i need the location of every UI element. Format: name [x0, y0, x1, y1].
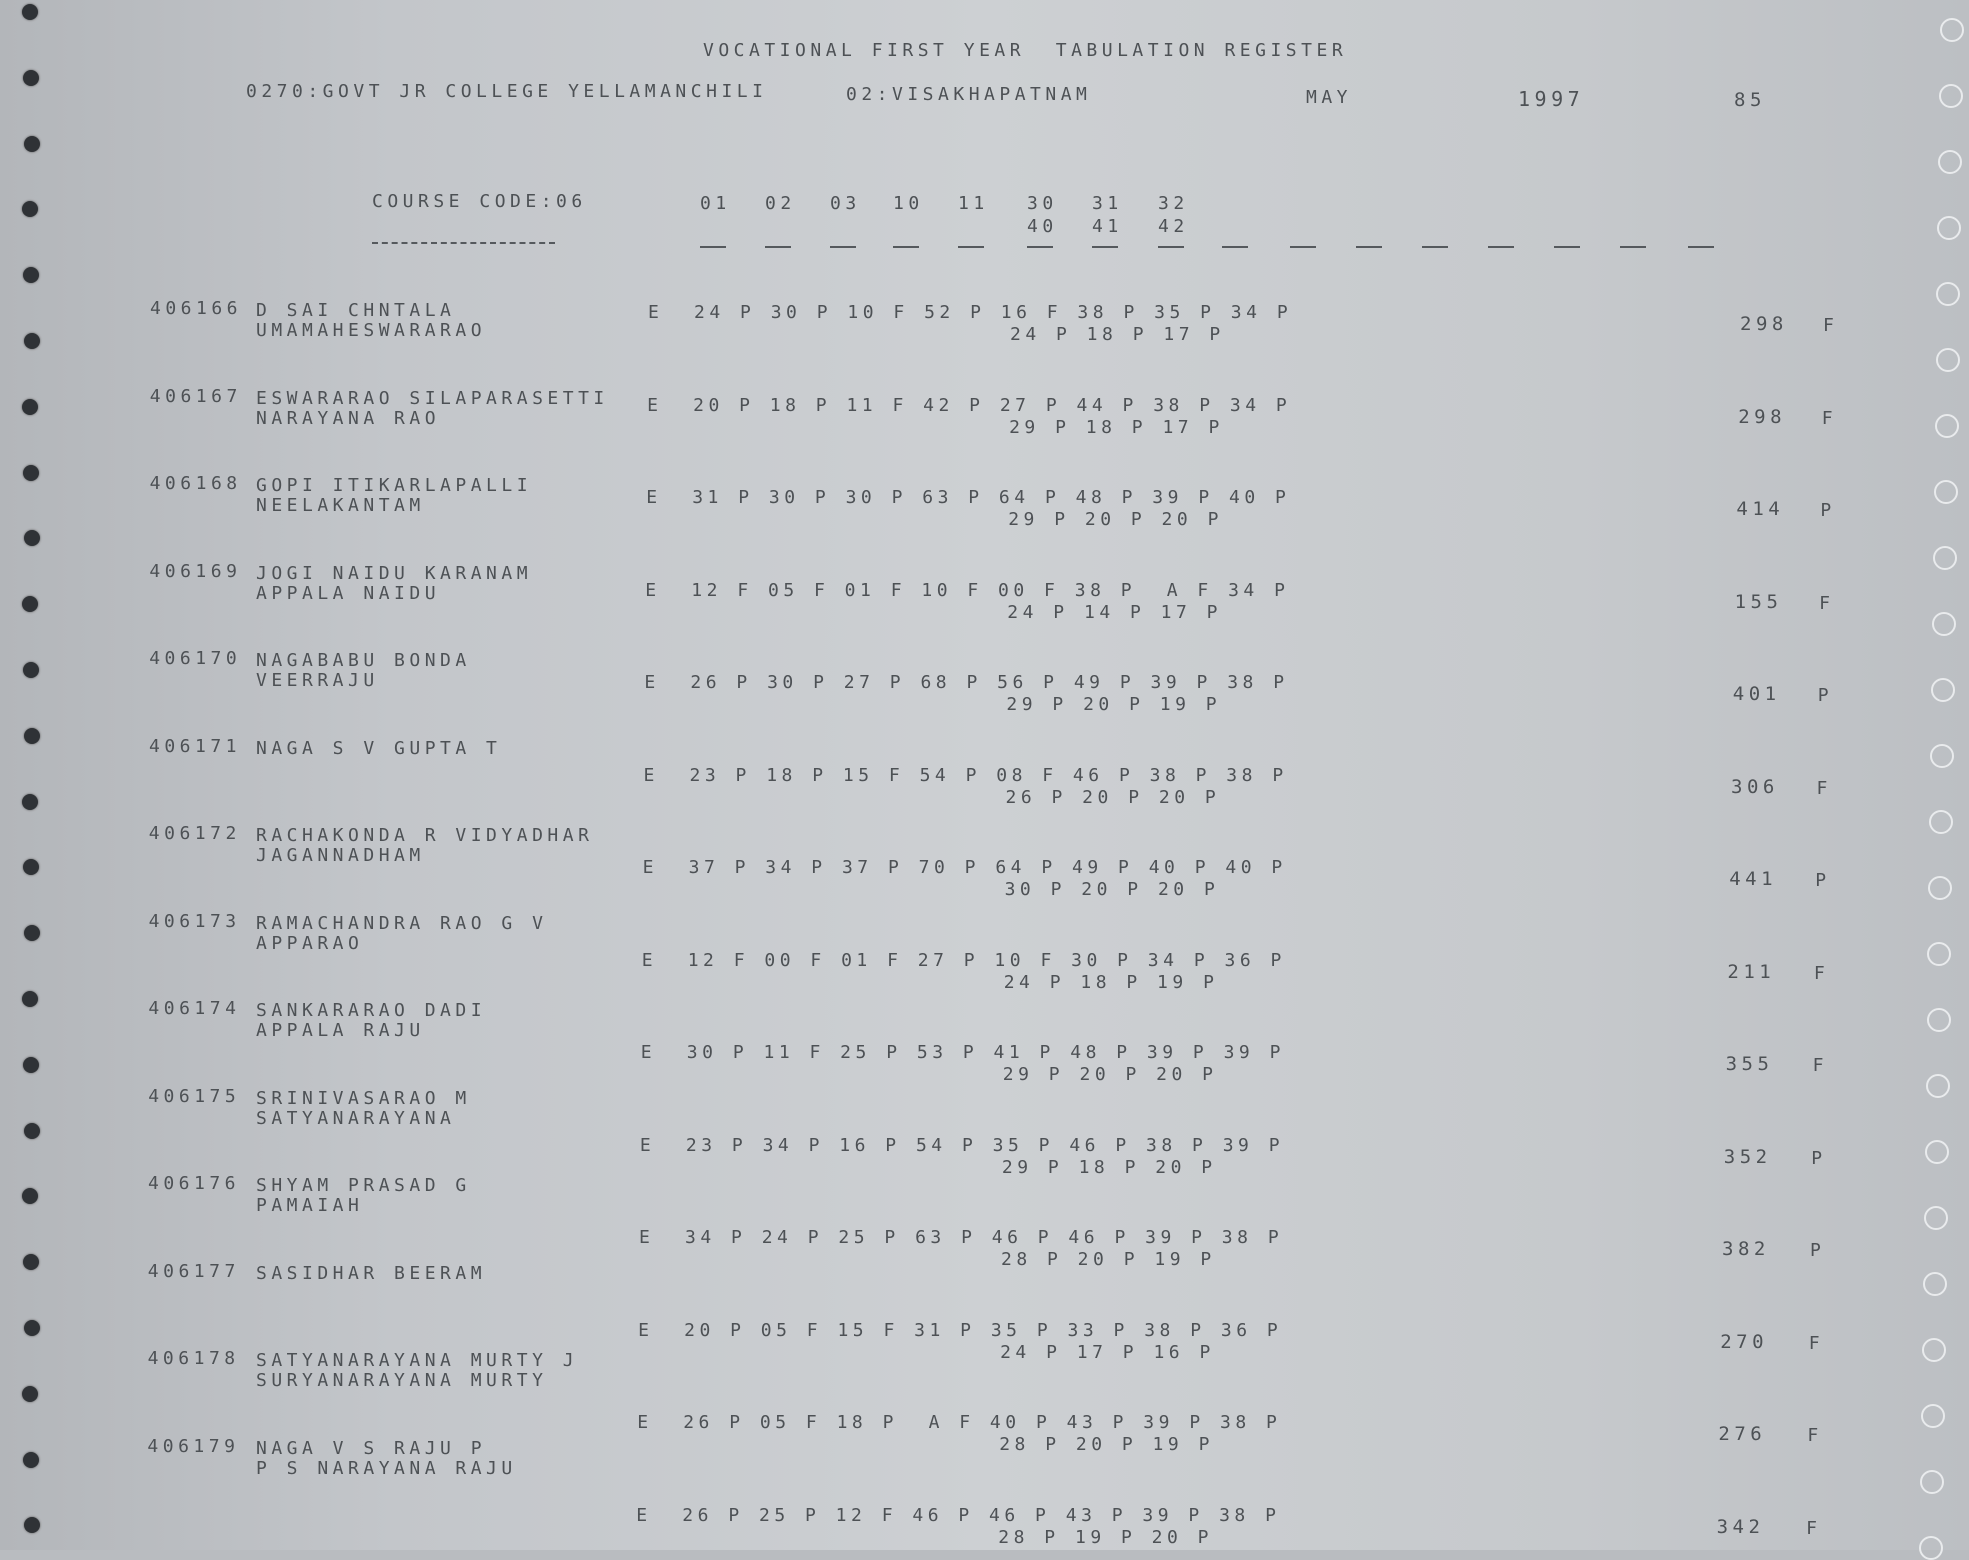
- total-marks: 298: [1738, 405, 1787, 428]
- column-dash: [893, 246, 919, 248]
- subject-marks: E 37 P 34 P 37 P 70 P 64 P 49 P 40 P 40 P: [642, 857, 1287, 878]
- hall-ticket-number: 406167: [149, 385, 242, 407]
- column-code: 10: [893, 193, 924, 214]
- sprocket-hole: [22, 794, 38, 810]
- student-name: D SAI CHNTALA: [256, 300, 456, 321]
- student-name: RAMACHANDRA RAO G V: [256, 912, 548, 934]
- column-dash: [830, 246, 856, 248]
- hall-ticket-number: 406166: [150, 298, 243, 319]
- hall-ticket-number: 406169: [149, 560, 242, 582]
- sprocket-hole: [1928, 876, 1952, 900]
- father-name: APPARAO: [256, 932, 364, 954]
- subject-marks-second-line: 29 P 20 P 20 P: [1002, 1064, 1218, 1085]
- subject-marks: E 26 P 30 P 27 P 68 P 56 P 49 P 39 P 38 P: [644, 672, 1289, 693]
- total-marks: 276: [1718, 1423, 1767, 1445]
- hall-ticket-number: 406168: [149, 473, 242, 494]
- course-code-underline: [372, 242, 555, 244]
- hall-ticket-number: 406175: [148, 1085, 241, 1107]
- column-dash: [1222, 246, 1248, 248]
- sprocket-hole: [1932, 612, 1956, 636]
- hall-ticket-number: 406173: [148, 910, 241, 932]
- subject-marks: E 26 P 05 F 18 P A F 40 P 43 P 39 P 38 P: [637, 1412, 1282, 1433]
- sprocket-hole: [1920, 1470, 1944, 1494]
- father-name: PAMAIAH: [256, 1195, 364, 1216]
- sprocket-hole: [1921, 1404, 1945, 1428]
- sprocket-hole: [1940, 18, 1964, 42]
- total-marks: 382: [1722, 1238, 1770, 1260]
- total-marks: 342: [1716, 1515, 1765, 1538]
- result-status: P: [1811, 1147, 1827, 1169]
- result-status: F: [1813, 962, 1830, 984]
- sprocket-hole: [24, 925, 40, 941]
- sprocket-hole: [23, 1254, 39, 1270]
- column-dash: [1422, 246, 1448, 248]
- sprocket-hole: [22, 991, 38, 1007]
- sprocket-hole: [23, 1452, 39, 1468]
- sprocket-hole: [1934, 480, 1958, 504]
- subject-marks-second-line: 29 P 18 P 20 P: [1001, 1156, 1217, 1178]
- subject-marks: E 26 P 25 P 12 F 46 P 46 P 43 P 39 P 38 P: [636, 1504, 1281, 1526]
- result-status: P: [1815, 870, 1831, 891]
- subject-marks-second-line: 26 P 20 P 20 P: [1005, 786, 1221, 808]
- father-name: NARAYANA RAO: [256, 407, 441, 429]
- column-code: 03: [830, 193, 861, 214]
- column-dash: [1356, 246, 1382, 248]
- sprocket-hole: [1935, 414, 1959, 438]
- father-name: SURYANARAYANA MURTY: [256, 1370, 548, 1391]
- father-name: APPALA NAIDU: [256, 582, 441, 604]
- result-status: P: [1820, 500, 1836, 521]
- column-code: 32: [1158, 193, 1189, 214]
- total-marks: 352: [1723, 1145, 1772, 1168]
- sprocket-hole: [1927, 1008, 1951, 1032]
- subject-marks: E 31 P 30 P 30 P 63 P 64 P 48 P 39 P 40 P: [646, 487, 1291, 508]
- sprocket-hole: [24, 1123, 40, 1139]
- column-code: 31: [1092, 193, 1123, 214]
- column-dash: [1554, 246, 1580, 248]
- sprocket-hole: [24, 136, 40, 152]
- column-dash: [1027, 246, 1053, 248]
- column-code: 01: [700, 193, 731, 214]
- result-status: F: [1821, 407, 1838, 429]
- subject-marks: E 34 P 24 P 25 P 63 P 46 P 46 P 39 P 38 P: [639, 1227, 1284, 1248]
- sprocket-hole: [24, 728, 40, 744]
- register-title: VOCATIONAL FIRST YEAR TABULATION REGISTER: [703, 40, 1348, 61]
- total-marks: 155: [1734, 590, 1783, 613]
- sprocket-hole: [1933, 546, 1957, 570]
- sprocket-hole: [23, 70, 39, 86]
- sprocket-hole: [1938, 150, 1962, 174]
- sprocket-hole: [24, 333, 40, 349]
- subject-marks: E 23 P 34 P 16 P 54 P 35 P 46 P 38 P 39 P: [639, 1134, 1285, 1156]
- column-code: 41: [1092, 216, 1123, 237]
- student-name: NAGABABU BONDA: [256, 650, 471, 671]
- hall-ticket-number: 406172: [148, 823, 241, 844]
- sprocket-hole: [1939, 84, 1963, 108]
- exam-year: 1997: [1518, 87, 1585, 111]
- result-status: P: [1810, 1240, 1826, 1261]
- subject-marks-second-line: 30 P 20 P 20 P: [1004, 879, 1220, 900]
- father-name: SATYANARAYANA: [256, 1107, 456, 1129]
- student-name: GOPI ITIKARLAPALLI: [256, 475, 533, 496]
- student-name: NAGA S V GUPTA T: [256, 737, 502, 759]
- sprocket-hole: [1931, 678, 1955, 702]
- sprocket-hole: [22, 596, 38, 612]
- hall-ticket-number: 406178: [147, 1348, 240, 1369]
- column-code: 42: [1158, 216, 1189, 237]
- total-marks: 298: [1740, 313, 1788, 335]
- sprocket-hole: [1936, 348, 1960, 372]
- subject-marks: E 24 P 30 P 10 F 52 P 16 F 38 P 35 P 34 P: [648, 302, 1293, 323]
- sprocket-hole: [22, 1386, 38, 1402]
- sprocket-hole: [1922, 1338, 1946, 1362]
- father-name: NEELAKANTAM: [256, 495, 425, 516]
- sprocket-hole: [1926, 1074, 1950, 1098]
- father-name: UMAMAHESWARARAO: [256, 320, 487, 341]
- hall-ticket-number: 406174: [148, 998, 241, 1019]
- sprocket-hole: [24, 1517, 40, 1533]
- student-name: ESWARARAO SILAPARASETTI: [256, 387, 609, 409]
- subject-marks-second-line: 24 P 17 P 16 P: [1000, 1341, 1215, 1363]
- sprocket-hole: [1923, 1272, 1947, 1296]
- sprocket-hole: [1927, 942, 1951, 966]
- student-name: NAGA V S RAJU P: [256, 1437, 487, 1459]
- student-name: SATYANARAYANA MURTY J: [256, 1350, 579, 1371]
- page-number: 85: [1734, 89, 1766, 111]
- subject-marks: E 30 P 11 F 25 P 53 P 41 P 48 P 39 P 39 P: [640, 1042, 1285, 1063]
- subject-marks-second-line: 29 P 18 P 17 P: [1009, 416, 1224, 438]
- result-status: F: [1816, 777, 1832, 799]
- total-marks: 355: [1725, 1053, 1774, 1075]
- sprocket-hole: [1924, 1206, 1948, 1230]
- father-name: VEERRAJU: [256, 670, 379, 691]
- student-name: SRINIVASARAO M: [256, 1087, 471, 1109]
- sprocket-hole: [1937, 216, 1961, 240]
- result-status: F: [1823, 315, 1839, 336]
- column-dash: [765, 246, 791, 248]
- sprocket-hole: [24, 1320, 40, 1336]
- subject-marks-second-line: 29 P 20 P 20 P: [1008, 509, 1223, 530]
- sprocket-hole: [22, 4, 38, 20]
- student-name: SASIDHAR BEERAM: [256, 1262, 487, 1284]
- column-code: 40: [1027, 216, 1058, 237]
- sprocket-hole: [22, 399, 38, 415]
- result-status: F: [1812, 1055, 1828, 1076]
- subject-marks: E 23 P 18 P 15 F 54 P 08 F 46 P 38 P 38 P: [643, 764, 1288, 786]
- column-dash: [1488, 246, 1514, 248]
- column-dash: [1158, 246, 1184, 248]
- subject-marks-second-line: 24 P 18 P 17 P: [1010, 324, 1225, 345]
- subject-marks-second-line: 28 P 19 P 20 P: [998, 1526, 1214, 1548]
- father-name: P S NARAYANA RAJU: [256, 1457, 517, 1479]
- sprocket-hole: [23, 267, 39, 283]
- result-status: P: [1817, 685, 1834, 706]
- subject-marks: E 20 P 05 F 15 F 31 P 35 P 33 P 38 P 36 P: [638, 1319, 1283, 1341]
- student-name: SANKARARAO DADI: [256, 1000, 487, 1021]
- subject-marks-second-line: 24 P 14 P 17 P: [1007, 601, 1223, 623]
- sprocket-hole: [24, 530, 40, 546]
- sprocket-hole: [1930, 744, 1954, 768]
- column-dash: [958, 246, 984, 248]
- hall-ticket-number: 406171: [149, 735, 242, 757]
- sprocket-hole: [23, 662, 39, 678]
- father-name: JAGANNADHAM: [256, 845, 425, 866]
- subject-marks: E 20 P 18 P 11 F 42 P 27 P 44 P 38 P 34 P: [647, 394, 1292, 416]
- column-dash: [1688, 246, 1714, 248]
- result-status: F: [1807, 1425, 1823, 1446]
- total-marks: 270: [1720, 1330, 1769, 1353]
- result-status: F: [1808, 1332, 1825, 1354]
- college-name: 0270:GOVT JR COLLEGE YELLAMANCHILI: [246, 81, 768, 102]
- column-code: 30: [1027, 193, 1058, 214]
- sprocket-hole: [1929, 810, 1953, 834]
- column-code: 11: [958, 193, 989, 214]
- hall-ticket-number: 406176: [148, 1173, 241, 1194]
- column-dash: [700, 246, 726, 248]
- sprocket-hole: [23, 1057, 39, 1073]
- column-dash: [1092, 246, 1118, 248]
- total-marks: 441: [1729, 868, 1778, 890]
- father-name: APPALA RAJU: [256, 1020, 425, 1041]
- total-marks: 306: [1731, 775, 1779, 798]
- sprocket-hole: [1919, 1536, 1943, 1560]
- column-code: 02: [765, 193, 796, 214]
- subject-marks: E 12 F 00 F 01 F 27 P 10 F 30 P 34 P 36 P: [641, 949, 1286, 971]
- student-name: JOGI NAIDU KARANAM: [256, 562, 533, 584]
- column-dash: [1290, 246, 1316, 248]
- subject-marks-second-line: 28 P 20 P 19 P: [1001, 1249, 1216, 1270]
- district-name: 02:VISAKHAPATNAM: [846, 84, 1092, 105]
- result-status: F: [1806, 1517, 1822, 1539]
- subject-marks-second-line: 29 P 20 P 19 P: [1006, 694, 1222, 715]
- course-code: COURSE CODE:06: [372, 191, 587, 212]
- sprocket-hole: [1936, 282, 1960, 306]
- subject-marks: E 12 F 05 F 01 F 10 F 00 F 38 P A F 34 P: [645, 579, 1290, 601]
- result-status: F: [1819, 592, 1835, 614]
- total-marks: 401: [1732, 683, 1781, 705]
- total-marks: 414: [1736, 498, 1785, 520]
- hall-ticket-number: 406179: [147, 1435, 240, 1457]
- sprocket-hole: [1925, 1140, 1949, 1164]
- sprocket-hole: [22, 1188, 38, 1204]
- student-name: RACHAKONDA R VIDYADHAR: [256, 825, 594, 846]
- hall-ticket-number: 406170: [149, 648, 242, 669]
- subject-marks-second-line: 28 P 20 P 19 P: [999, 1434, 1214, 1455]
- hall-ticket-number: 406177: [147, 1260, 240, 1282]
- sprocket-hole: [23, 465, 39, 481]
- subject-marks-second-line: 24 P 18 P 19 P: [1003, 971, 1219, 993]
- column-dash: [1620, 246, 1646, 248]
- sprocket-hole: [22, 201, 38, 217]
- total-marks: 211: [1727, 960, 1776, 983]
- student-name: SHYAM PRASAD G: [256, 1175, 471, 1196]
- exam-month: MAY: [1306, 87, 1353, 108]
- sprocket-hole: [23, 859, 39, 875]
